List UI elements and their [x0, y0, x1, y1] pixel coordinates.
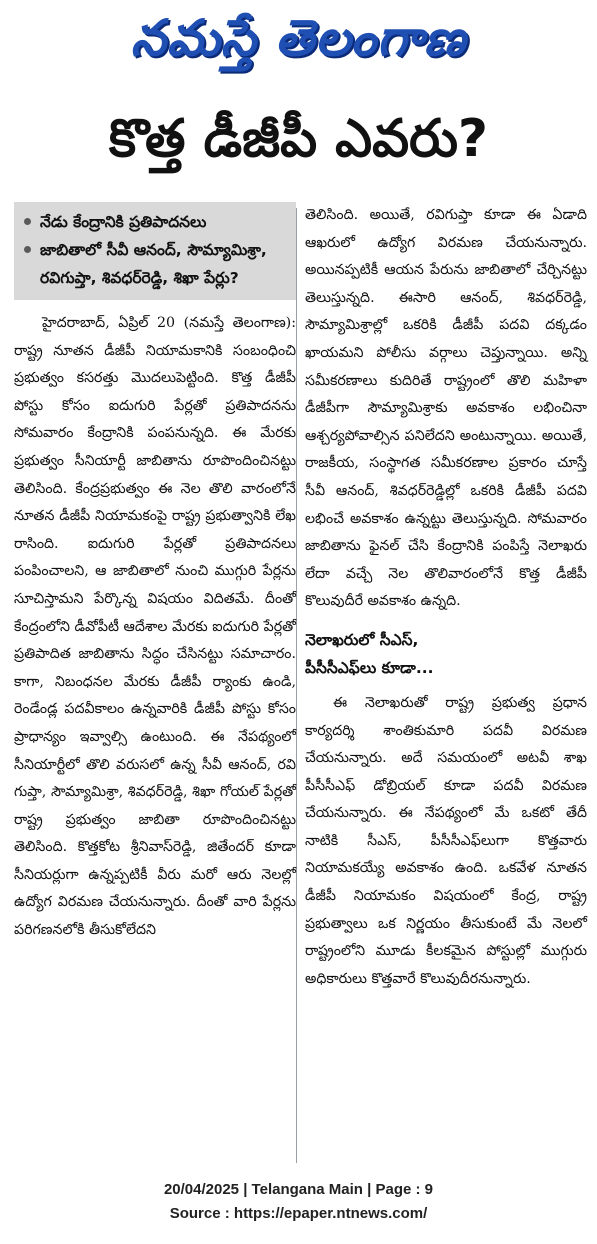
page-footer [0, 1178, 597, 1226]
subheading-line: పీసీసీఎఫ్‌లు కూడా... [305, 658, 434, 677]
article-body-left: హైదరాబాద్, ఏప్రిల్ 20 (నమస్తే తెలంగాణ): రాష్ట్ర నూతన డీజీపీ నియామకానికి సంబంధించి ప్రభుత్వం కసరత్తు మొదలుపెట్టింది. కొత్త డీజీపీ పోస్టు కోసం ఐదుగురి పేర్లతో ప్రతిపాదనను సోమవారం కేంద్రానికి పంపనున్నది. ఈ మేరకు ప్రభుత్వం సీనియార్టీ జాబితాను రూపొందించినట్టు తెలిసింది. కేంద్రప్రభుత్వం ఈ నెల తొలి వారంలోనే నూతన డీజీపీ నియామకంపై రాష్ట్ర ప్రభుత్వానికి లేఖ రాసింది. ఐదుగురి పేర్లతో ప్రతిపాదనలు పంపించాలని, ఆ జాబితాలో నుంచి ముగ్గురి పేర్లను సూచిస్తామని పేర్కొన్న విషయం విదితమే. దీంతో కేంద్రంలోని డీవోపీటీ ఆదేశాల మేరకు ఐదుగురి పేర్లతో ప్రతిపాదిత జాబితాను సిద్ధం చేసినట్టు సమాచారం. కాగా, నిబంధనల మేరకు డీజీపీ ర్యాంకు ఉండి, రెండేండ్ల పదవీకాలం ఉన్నవారికి డీజీపీ పోస్టు కోసం ప్రాధాన్యం ఇవ్వాల్సి ఉంటుంది. ఈ నేపథ్యంలో సీనియార్టీలో తొలి వరుసలో ఉన్న సీవీ ఆనంద్, రవి గుప్తా, సౌమ్యామిశ్రా, శివధర్‌రెడ్డి, శిఖా గోయల్ పేర్లతో రాష్ట్ర ప్రభుత్వం జాబితా రూపొందించినట్టు తెలిసింది. కొత్తకోట శ్రీనివాస్‌రెడ్డి, జితేందర్ కూడా సీనియర్లుగా ఉన్నప్పటికీ వీరు మరో ఆరు నెలల్లో ఉద్యోగ విరమణ చేయనున్నారు. దీంతో వారి పేర్లను పరిగణనలోకి తీసుకోలేదని [14, 315, 296, 939]
column-divider [296, 208, 297, 1163]
article-body-right: తెలిసింది. అయితే, రవిగుప్తా కూడా ఈ ఏడాది ఆఖరులో ఉద్యోగ విరమణ చేయనున్నారు. అయినప్పటికీ ఆయన పేరును జాబితాలో చేర్చినట్టు తెలుస్తున్నది. ఈసారి ఆనంద్, శివధర్‌రెడ్డి, సౌమ్యామిశ్రాల్లో ఒకరికి డీజీపీ పదవి దక్కడం ఖాయమని పోలీసు వర్గాలు చెప్తున్నాయి. అన్ని సమీకరణాలు కుదిరితే రాష్ట్రంలో తొలి మహిళా డీజీపీగా సౌమ్యామిశ్రాకు అవకాశం లభించినా ఆశ్చర్యపోవాల్సిన పనిలేదని అంటున్నాయి. అయితే, రాజకీయ, సంస్థాగత సమీకరణాల ప్రకారం చూస్తే సీవీ ఆనంద్, శివధర్‌రెడ్డిల్లో ఒకరికి డీజీపీ పదవి లభించే అవకాశం ఉన్నట్టు తెలుస్తున్నది. సోమవారం జాబితాను ఫైనల్ చేసి కేంద్రానికి పంపిస్తే నెలాఖరు లేదా వచ్చే నెల తొలివారంలోనే కొత్త డీజీపీ కొలువుదీరే అవకాశం ఉన్నది. [305, 207, 587, 610]
subheading-line: నెలాఖరులో సీఎస్, [305, 630, 419, 649]
newspaper-masthead: నమస్తే తెలంగాణ [130, 8, 467, 67]
highlight-item: జాబితాలో సీవీ ఆనంద్, సౌమ్యామిశ్రా, రవిగుప్తా, శివధర్‌రెడ్డి, శిఖా పేర్లు? [24, 236, 288, 292]
article-body-right-continued: ఈ నెలాఖరుతో రాష్ట్ర ప్రభుత్వ ప్రధాన కార్యదర్శి శాంతికుమారి పదవీ విరమణ చేయనున్నారు. అదే సమయంలో అటవీ శాఖ పీసీసీఎఫ్ డోబ్రియల్ కూడా పదవీ విరమణ చేయనున్నారు. ఈ నేపథ్యంలో మే ఒకటో తేదీ నాటికి సీఎస్, పీసీసీఎఫ్‌లుగా కొత్తవారు నియామకయ్యే అవకాశం ఉంది. ఒకవేళ నూతన డీజీపీ నియామకం విషయంలో కేంద్ర, రాష్ట్ర ప్రభుత్వాలు ఒక నిర్ణయం తీసుకుంటే మే నెలలో రాష్ట్రంలోని మూడు కీలకమైన పోస్టుల్లో ముగ్గురు అధికారులు కొత్తవారే కొలువుదీరనున్నారు. [305, 694, 587, 987]
article-right-column [305, 202, 587, 993]
source-link[interactable]: Source : https://epaper.ntnews.com/ [169, 1205, 428, 1222]
highlight-item: నేడు కేంద్రానికి ప్రతిపాదనలు [24, 208, 288, 236]
edition-info: 20/04/2025 | Telangana Main | Page : 9 [163, 1181, 434, 1198]
article-subheading [305, 626, 587, 682]
article-left-column [14, 202, 296, 945]
highlights-box [14, 202, 296, 300]
article-headline: కొత్త డీజీపీ ఎవరు? [108, 108, 489, 169]
